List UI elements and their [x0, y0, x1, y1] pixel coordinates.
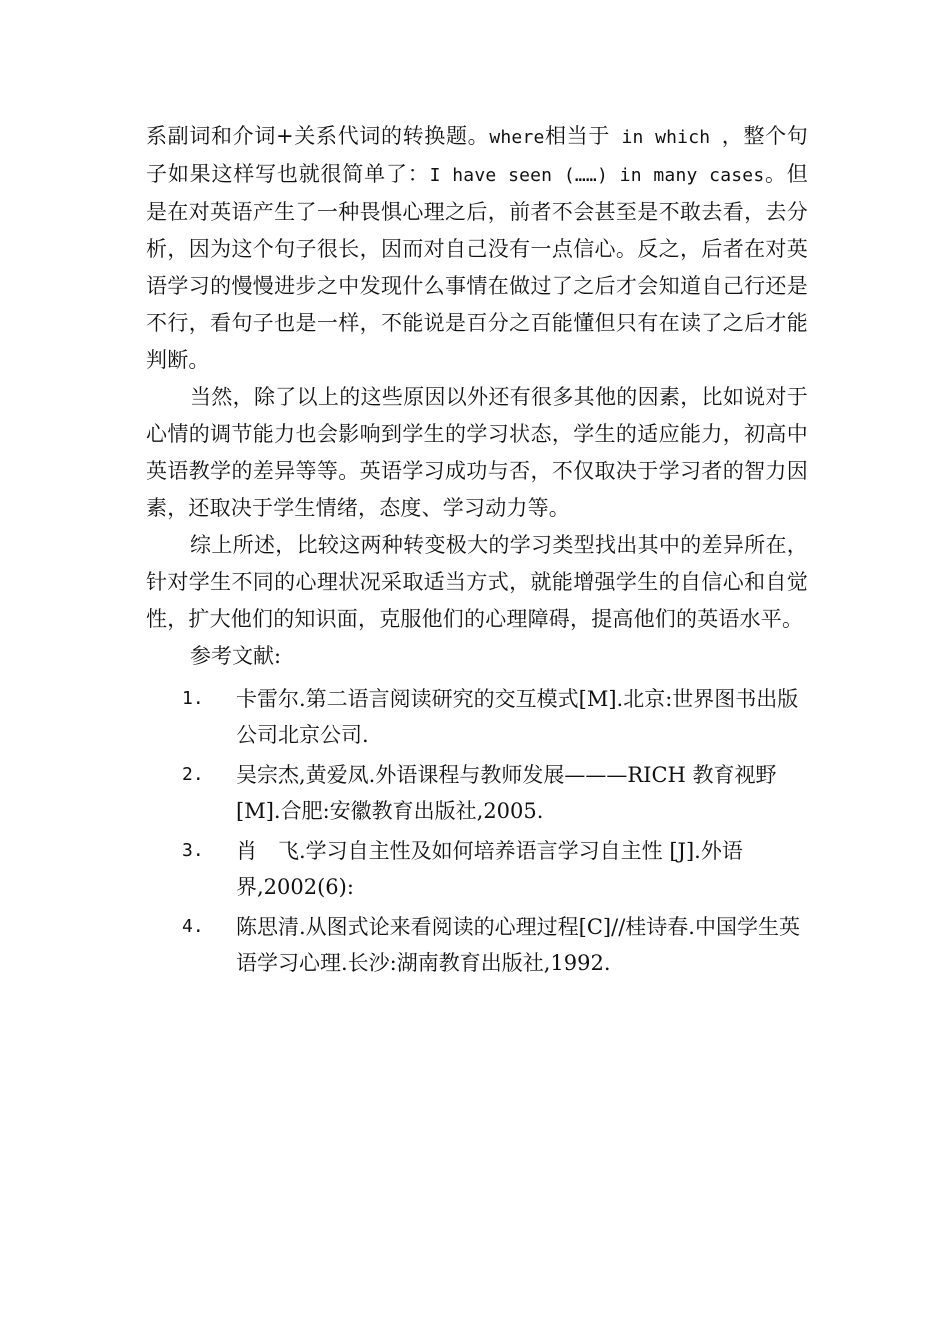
reference-item — [146, 833, 808, 905]
reference-number: 3. — [182, 840, 204, 861]
paragraph-text: 相当于 — [544, 124, 610, 148]
paragraph-text: ，整个句子如果这样写也就很简单了： — [146, 124, 808, 186]
paragraph-text: 综上所述，比较这两种转变极大的学习类型找出其中的差异所在，针对学生不同的心理状况采取适当方式，就能增强学生的自信心和自觉性，扩大他们的知识面，克服他们的心理障碍，提高他们的英语水平。 — [146, 533, 808, 631]
inline-code-text: in which — [610, 127, 722, 148]
body-paragraph — [146, 379, 808, 527]
paragraph-text: 当然，除了以上的这些原因以外还有很多其他的因素，比如说对于心情的调节能力也会影响到学生的学习状态，学生的适应能力，初高中英语教学的差异等等。英语学习成功与否，不仅取决于学习者的智力因素，还取决于学生情绪，态度、学习动力等。 — [146, 385, 808, 520]
body-paragraph — [146, 527, 808, 638]
reference-number: 4. — [182, 916, 204, 937]
references-list — [146, 681, 808, 981]
inline-code-text: I have seen (……) in many cases — [429, 165, 765, 186]
references-heading: 参考文献: — [190, 644, 282, 668]
reference-text: 卡雷尔.第二语言阅读研究的交互模式[M].北京:世界图书出版公司北京公司. — [236, 687, 799, 747]
document-body — [146, 118, 808, 985]
reference-text: 吴宗杰,黄爱凤.外语课程与教师发展———RICH 教育视野[M].合肥:安徽教育出版社,2005. — [236, 763, 777, 823]
reference-item — [146, 757, 808, 829]
reference-item — [146, 681, 808, 753]
body-paragraph — [146, 118, 808, 379]
reference-item — [146, 909, 808, 981]
reference-number: 2. — [182, 764, 204, 785]
body-paragraphs — [146, 118, 808, 638]
paragraph-text: 。但是在对英语产生了一种畏惧心理之后，前者不会甚至是不敢去看，去分析，因为这个句子很长，因而对自己没有一点信心。反之，后者在对英语学习的慢慢进步之中发现什么事情在做过了之后才会知道自己行还是不行，看句子也是一样，不能说是百分之百能懂但只有在读了之后才能判断。 — [146, 162, 809, 372]
reference-number: 1. — [182, 688, 204, 709]
reference-text: 肖 飞.学习自主性及如何培养语言学习自主性 [J].外语界,2002(6): — [236, 839, 743, 899]
inline-code-text: where — [489, 127, 545, 148]
paragraph-text: 系副词和介词+关系代词的转换题。 — [146, 124, 490, 148]
reference-text: 陈思清.从图式论来看阅读的心理过程[C]//桂诗春.中国学生英语学习心理.长沙:湖南教育出版社,1992. — [236, 915, 800, 975]
